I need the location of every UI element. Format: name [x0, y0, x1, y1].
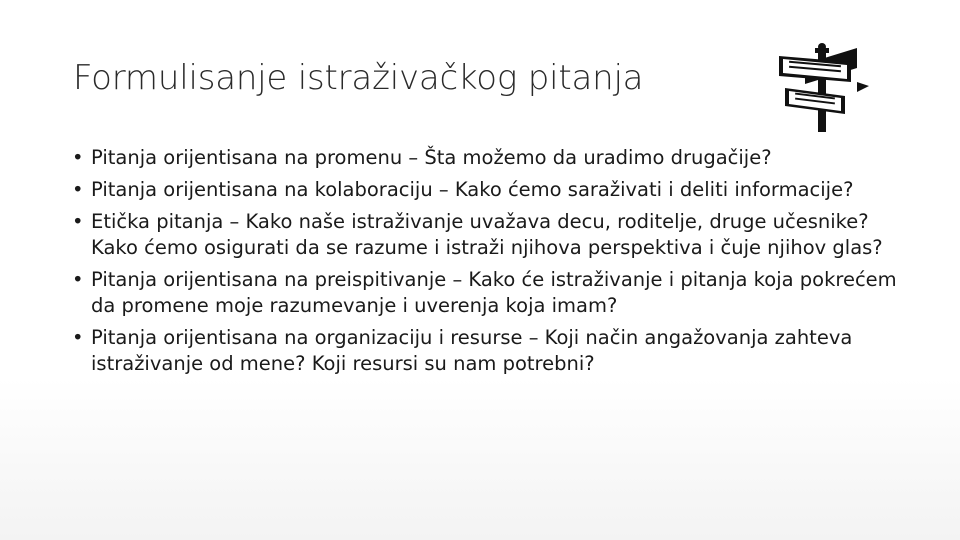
- street-sign-icon: [765, 42, 885, 132]
- bullet-marker: •: [72, 178, 84, 201]
- bullet-marker: •: [72, 210, 84, 233]
- bullet-text: Pitanja orijentisana na kolaboraciju – Kako ćemo saraživati i deliti informacije?: [91, 178, 854, 201]
- bullet-text: Pitanja orijentisana na organizaciju i resurse – Koji način angažovanja zahteva istraživanje od mene? Koji resursi su nam potrebni?: [91, 326, 853, 375]
- slide-title: Formulisanje istraživačkog pitanja: [73, 58, 644, 98]
- bullet-item: [72, 267, 902, 319]
- bullet-text: Etička pitanja – Kako naše istraživanje uvažava decu, roditelje, druge učesnike? Kako ćemo osigurati da se razume i istraži njihova perspektiva i čuje njihov glas?: [91, 210, 883, 259]
- bullet-list: [72, 145, 902, 383]
- bullet-item: [72, 325, 902, 377]
- bullet-item: [72, 209, 902, 261]
- bullet-text: Pitanja orijentisana na preispitivanje – Kako će istraživanje i pitanja koja pokrećem da promene moje razumevanje i uverenja koja imam?: [91, 268, 897, 317]
- bullet-marker: •: [72, 326, 84, 349]
- bullet-marker: •: [72, 268, 84, 291]
- bullet-marker: •: [72, 146, 84, 169]
- bullet-item: [72, 177, 902, 203]
- bullet-text: Pitanja orijentisana na promenu – Šta možemo da uradimo drugačije?: [91, 146, 772, 169]
- bullet-item: [72, 145, 902, 171]
